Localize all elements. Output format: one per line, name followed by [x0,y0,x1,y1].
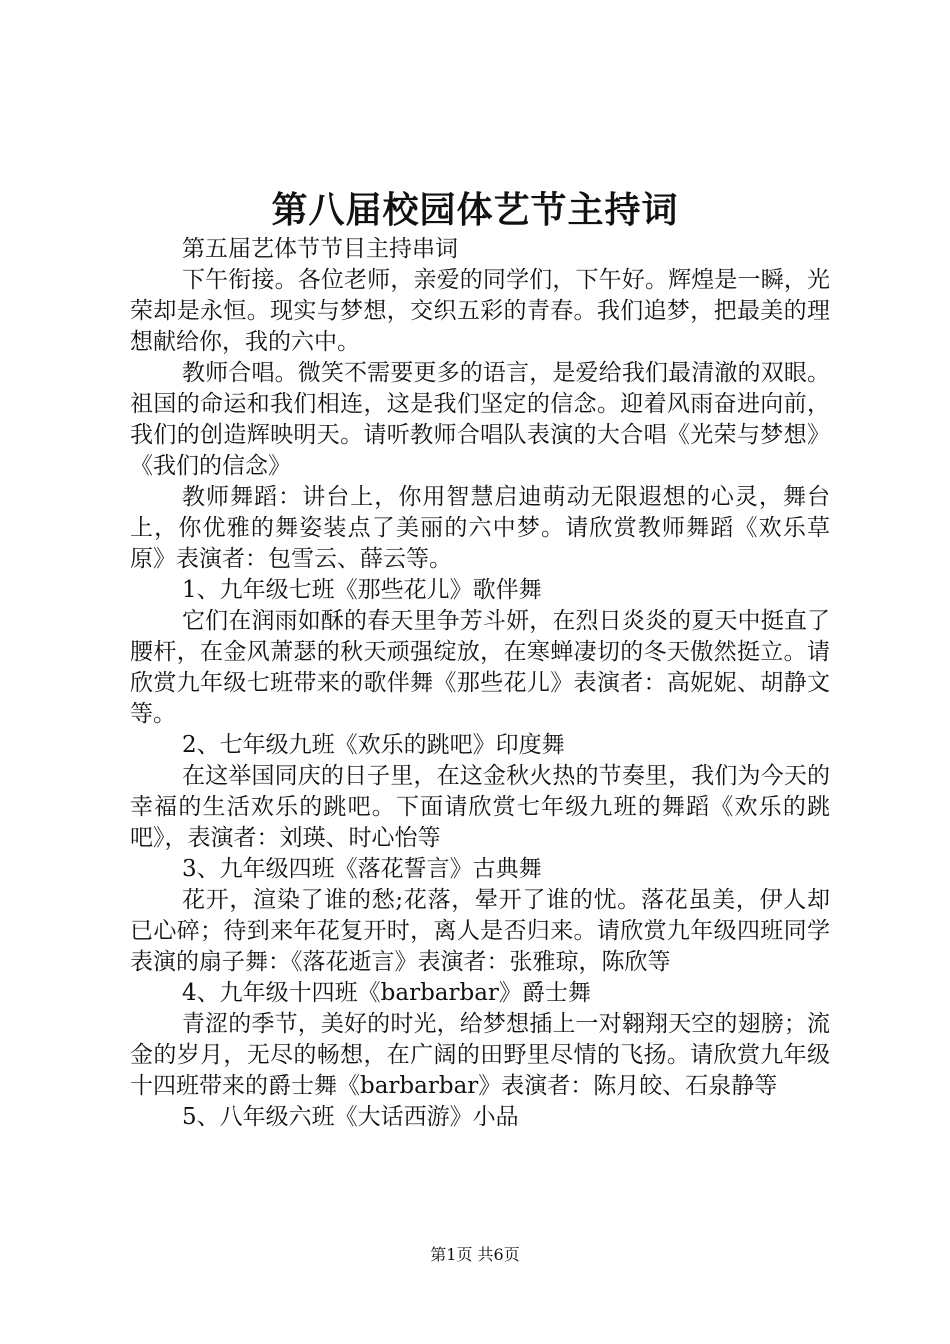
paragraph: 它们在润雨如酥的春天里争芳斗妍，在烈日炎炎的夏天中挺直了腰杆，在金风萧瑟的秋天顽强绽放，在寒蝉凄切的冬天傲然挺立。请欣赏九年级七班带来的歌伴舞《那些花儿》表演者：高妮妮、胡静文等。 [130,608,830,727]
program-heading: 2、七年级九班《欢乐的跳吧》印度舞 [182,732,565,758]
paragraph: 花开，渲染了谁的愁;花落，晕开了谁的忧。落花虽美，伊人却已心碎；待到来年花复开时，离人是否归来。请欣赏九年级四班同学表演的扇子舞：《落花逝言》表演者：张雅琼，陈欣等 [130,887,830,975]
paragraph: 教师舞蹈：讲台上，你用智慧启迪萌动无限遐想的心灵，舞台上，你优雅的舞姿装点了美丽的六中梦。请欣赏教师舞蹈《欢乐草原》表演者：包雪云、薛云等。 [130,484,830,572]
program-heading: 5、八年级六班《大话西游》小品 [182,1104,519,1130]
paragraph: 下午衔接。各位老师，亲爱的同学们，下午好。辉煌是一瞬，光荣却是永恒。现实与梦想，交织五彩的青春。我们追梦，把最美的理想献给你，我的六中。 [130,267,830,355]
page-number: 第1页 共6页 [430,1245,520,1264]
program-heading: 1、九年级七班《那些花儿》歌伴舞 [182,577,542,603]
program-heading: 4、九年级十四班《barbarbar》爵士舞 [182,980,591,1006]
document-title: 第八届校园体艺节主持词 [271,189,679,231]
program-heading: 3、九年级四班《落花誓言》古典舞 [182,856,542,882]
paragraph: 青涩的季节，美好的时光，给梦想插上一对翱翔天空的翅膀；流金的岁月，无尽的畅想，在广阔的田野里尽情的飞扬。请欣赏九年级十四班带来的爵士舞《barbarbar》表演者：陈月皎、石泉静等 [130,1011,830,1099]
paragraph: 在这举国同庆的日子里，在这金秋火热的节奏里，我们为今天的幸福的生活欢乐的跳吧。下面请欣赏七年级九班的舞蹈《欢乐的跳吧》，表演者：刘瑛、时心怡等 [130,763,830,851]
document-body [130,234,830,1133]
paragraph: 教师合唱。微笑不需要更多的语言，是爱给我们最清澈的双眼。祖国的命运和我们相连，这是我们坚定的信念。迎着风雨奋进向前，我们的创造辉映明天。请听教师合唱队表演的大合唱《光荣与梦想》《我们的信念》 [130,360,830,479]
paragraph: 第五届艺体节节目主持串词 [182,236,458,262]
